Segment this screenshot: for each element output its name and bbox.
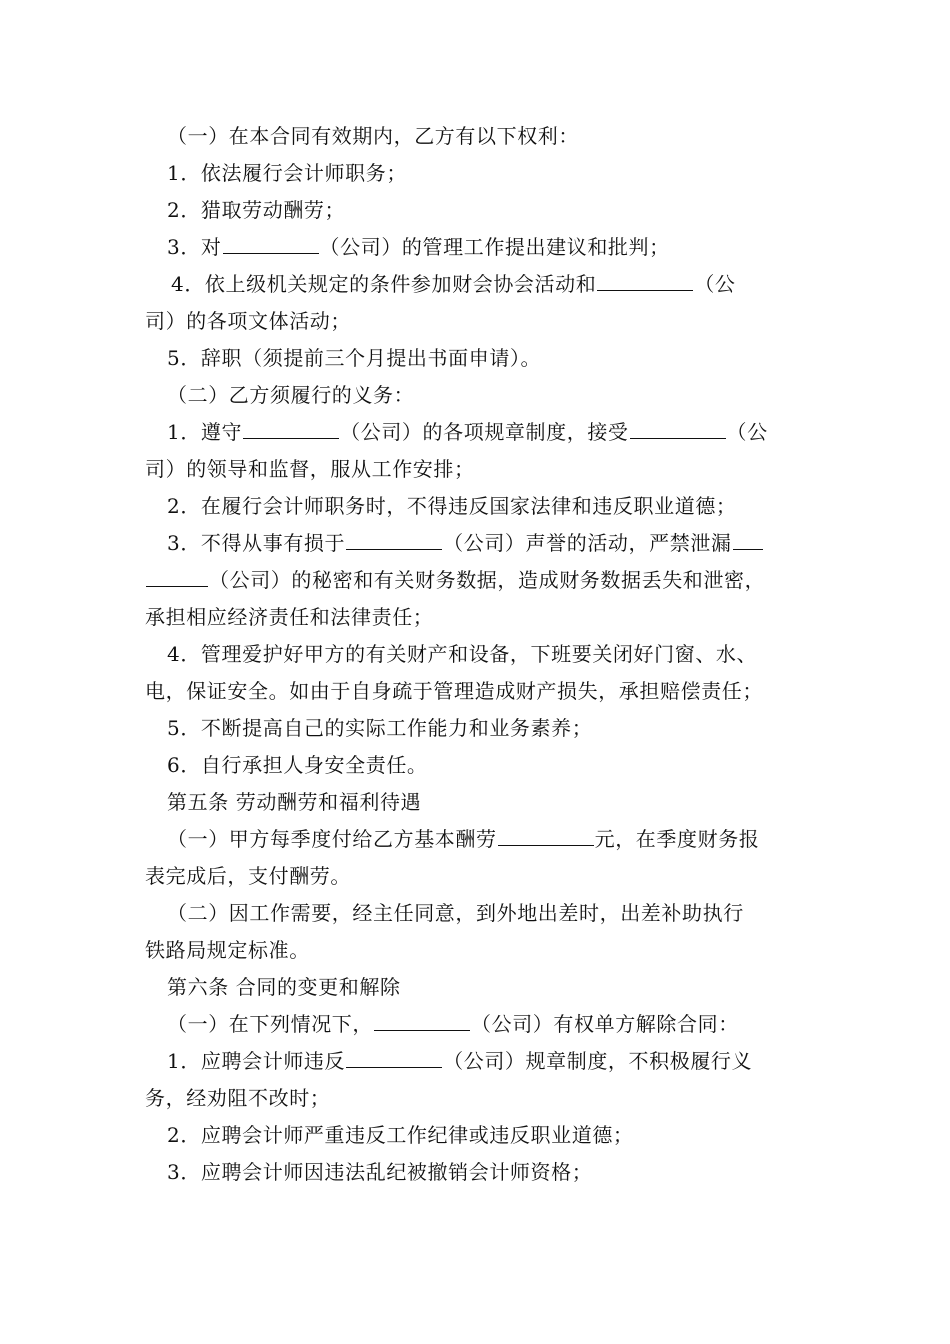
paragraph-line (145, 969, 813, 1006)
text-run: 2．猎取劳动酬劳； (167, 198, 346, 222)
paragraph-line (145, 192, 813, 229)
paragraph-line (145, 636, 813, 673)
text-run: （公司）声誉的活动，严禁泄漏 (443, 531, 732, 555)
fill-in-blank[interactable] (346, 531, 442, 550)
paragraph-line (145, 525, 813, 562)
text-run: 3．应聘会计师因违法乱纪被撤销会计师资格； (167, 1160, 593, 1184)
paragraph-line (145, 377, 813, 414)
text-run: 3．对 (167, 235, 222, 259)
paragraph (145, 969, 813, 1006)
text-run: （二）乙方须履行的义务： (167, 383, 415, 407)
text-run: 第六条 合同的变更和解除 (167, 975, 401, 999)
paragraph-line (145, 710, 813, 747)
text-run: 1．应聘会计师违反 (167, 1049, 346, 1073)
paragraph (145, 414, 813, 488)
text-run: 1．遵守 (167, 420, 243, 444)
paragraph (145, 1043, 813, 1117)
text-run: 承担相应经济责任和法律责任； (145, 605, 434, 629)
paragraph-line (145, 303, 813, 340)
paragraph-line (145, 858, 813, 895)
fill-in-blank[interactable] (630, 420, 726, 439)
paragraph-line (145, 821, 813, 858)
paragraph-line (145, 599, 813, 636)
text-run: （公司）有权单方解除合同： (471, 1012, 739, 1036)
fill-in-blank[interactable] (733, 531, 763, 550)
fill-in-blank[interactable] (597, 272, 693, 291)
paragraph (145, 1117, 813, 1154)
text-run: 1．依法履行会计师职务； (167, 161, 407, 185)
paragraph-line (145, 1043, 813, 1080)
paragraph-line (145, 1154, 813, 1191)
paragraph (145, 155, 813, 192)
paragraph (145, 229, 813, 266)
text-run: 5．辞职（须提前三个月提出书面申请）。 (167, 346, 542, 370)
paragraph (145, 821, 813, 895)
text-run: （一）甲方每季度付给乙方基本酬劳 (167, 827, 497, 851)
paragraph-line (145, 673, 813, 710)
fill-in-blank[interactable] (374, 1012, 470, 1031)
paragraph (145, 192, 813, 229)
text-run: 电，保证安全。如由于自身疏于管理造成财产损失，承担赔偿责任； (145, 679, 763, 703)
paragraph-line (145, 266, 813, 303)
paragraph-line (145, 414, 813, 451)
paragraph (145, 747, 813, 784)
text-run: （一）在本合同有效期内，乙方有以下权利： (167, 124, 579, 148)
text-run: 4．管理爱护好甲方的有关财产和设备，下班要关闭好门窗、水、 (167, 642, 758, 666)
text-run: （公 (694, 272, 736, 296)
text-run: 6．自行承担人身安全责任。 (167, 753, 428, 777)
fill-in-blank[interactable] (346, 1049, 442, 1068)
paragraph (145, 266, 813, 340)
text-run: （公司）的秘密和有关财务数据，造成财务数据丢失和泄密， (209, 568, 766, 592)
paragraph (145, 340, 813, 377)
paragraph (145, 525, 813, 636)
text-run: 司）的领导和监督，服从工作安排； (145, 457, 475, 481)
paragraph-line (145, 747, 813, 784)
text-run: 元，在季度财务报 (594, 827, 760, 851)
paragraph (145, 636, 813, 710)
paragraph (145, 377, 813, 414)
text-run: 务，经劝阻不改时； (145, 1086, 331, 1110)
paragraph-line (145, 784, 813, 821)
paragraph (145, 895, 813, 969)
text-run: （公司）的管理工作提出建议和批判； (319, 235, 670, 259)
text-run: （二）因工作需要，经主任同意，到外地出差时，出差补助执行 (167, 901, 744, 925)
paragraph-line (145, 155, 813, 192)
text-run: 表完成后，支付酬劳。 (145, 864, 351, 888)
text-run: 铁路局规定标准。 (145, 938, 310, 962)
paragraph-line (145, 451, 813, 488)
fill-in-blank[interactable] (498, 827, 594, 846)
paragraph (145, 710, 813, 747)
text-run: （公司）的各项规章制度，接受 (340, 420, 629, 444)
text-run: 2．应聘会计师严重违反工作纪律或违反职业道德； (167, 1123, 634, 1147)
fill-in-blank[interactable] (146, 568, 208, 587)
text-run: 2．在履行会计师职务时，不得违反国家法律和违反职业道德； (167, 494, 737, 518)
paragraph (145, 784, 813, 821)
text-run: 司）的各项文体活动； (145, 309, 351, 333)
paragraph-line (145, 932, 813, 969)
text-run: 3．不得从事有损于 (167, 531, 346, 555)
text-run: （公 (726, 420, 768, 444)
paragraph-line (145, 1117, 813, 1154)
text-run: （公司）规章制度，不积极履行义 (443, 1049, 753, 1073)
paragraph-line (145, 562, 813, 599)
text-run: 5．不断提高自己的实际工作能力和业务素养； (167, 716, 593, 740)
text-run: 第五条 劳动酬劳和福利待遇 (167, 790, 422, 814)
paragraph (145, 1006, 813, 1043)
paragraph-line (145, 488, 813, 525)
fill-in-blank[interactable] (223, 235, 319, 254)
paragraph (145, 1154, 813, 1191)
paragraph-line (145, 1080, 813, 1117)
paragraph-line (145, 340, 813, 377)
paragraph (145, 118, 813, 155)
fill-in-blank[interactable] (243, 420, 339, 439)
paragraph-line (145, 1006, 813, 1043)
paragraph-line (145, 229, 813, 266)
paragraph-line (145, 895, 813, 932)
text-run: 4．依上级机关规定的条件参加财会协会活动和 (171, 272, 597, 296)
text-run: （一）在下列情况下， (167, 1012, 373, 1036)
paragraph-line (145, 118, 813, 155)
paragraph (145, 488, 813, 525)
